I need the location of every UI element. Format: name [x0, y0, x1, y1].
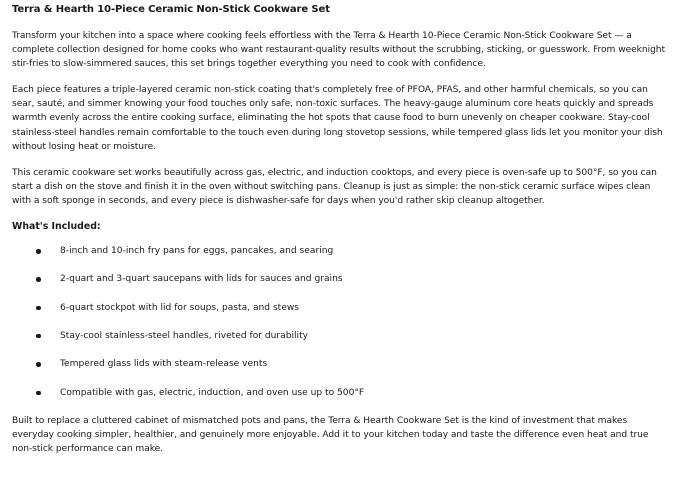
bullet-icon	[36, 362, 41, 367]
list-item-text: Stay-cool stainless-steel handles, riveted for durability	[60, 330, 309, 341]
intro-paragraph: Transform your kitchen into a space where cooking feels effortless with the Terra & Hearth 10-Piece Ceramic Non-Stick Cookware Set — a complete collection designed for home cooks who want restaurant-quality results without the scrubbing, sticking, or guesswork. From weeknight stir-fries to slow-simmered sauces, this set brings together everything you need to cook with confidence.	[12, 31, 666, 70]
list-item	[12, 272, 668, 286]
closing-paragraph: Built to replace a cluttered cabinet of mismatched pots and pans, the Terra & Hearth Cookware Set is the kind of investment that makes everyday cooking simpler, healthier, and genuinely more enjoyable. Add it to your kitchen today and taste the difference even heat and true non-stick performance can make.	[12, 415, 649, 454]
list-item-text: Tempered glass lids with steam-release vents	[60, 359, 268, 370]
list-item	[12, 301, 668, 315]
list-item-text: 8-inch and 10-inch fry pans for eggs, pancakes, and searing	[60, 246, 334, 257]
bullet-icon	[36, 249, 41, 254]
bullet-icon	[36, 277, 41, 282]
list-item	[12, 386, 668, 400]
list-item	[12, 329, 668, 343]
whats-included-heading: What's Included:	[12, 221, 101, 233]
features-paragraph: Each piece features a triple-layered ceramic non-stick coating that's completely free of PFOA, PFAS, and other harmful chemicals, so you can sear, sauté, and simmer knowing your food touches only safe, non-toxic surfaces. The heavy-gauge aluminum core heats quickly and spreads warmth evenly across the entire cooking surface, eliminating the hot spots that cause food to burn unevenly on cheaper cookware. Stay-cool stainless-steel handles remain comfortable to the touch even during long stovetop sessions, while tempered glass lids let you monitor your dish without losing heat or moisture.	[12, 85, 663, 152]
list-item-text: 6-quart stockpot with lid for soups, pasta, and stews	[60, 302, 300, 313]
bullet-icon	[36, 391, 41, 396]
product-title: Terra & Hearth 10-Piece Ceramic Non-Stick Cookware Set	[12, 4, 330, 15]
list-item-text: Compatible with gas, electric, induction, and oven use up to 500°F	[60, 387, 365, 398]
list-item	[12, 244, 668, 258]
list-item-text: 2-quart and 3-quart saucepans with lids for sauces and grains	[60, 274, 343, 285]
bullet-icon	[36, 306, 41, 311]
whats-included-list	[12, 244, 668, 399]
list-item	[12, 357, 668, 371]
bullet-icon	[36, 334, 41, 339]
compatibility-paragraph: This ceramic cookware set works beautifully across gas, electric, and induction cooktops, and every piece is oven-safe up to 500°F, so you can start a dish on the stove and finish it in the oven without switching pans. Cleanup is just as simple: the non-stick ceramic surface wipes clean with a soft sponge in seconds, and every piece is dishwasher-safe for days when you'd rather skip cleanup altogether.	[12, 167, 657, 206]
